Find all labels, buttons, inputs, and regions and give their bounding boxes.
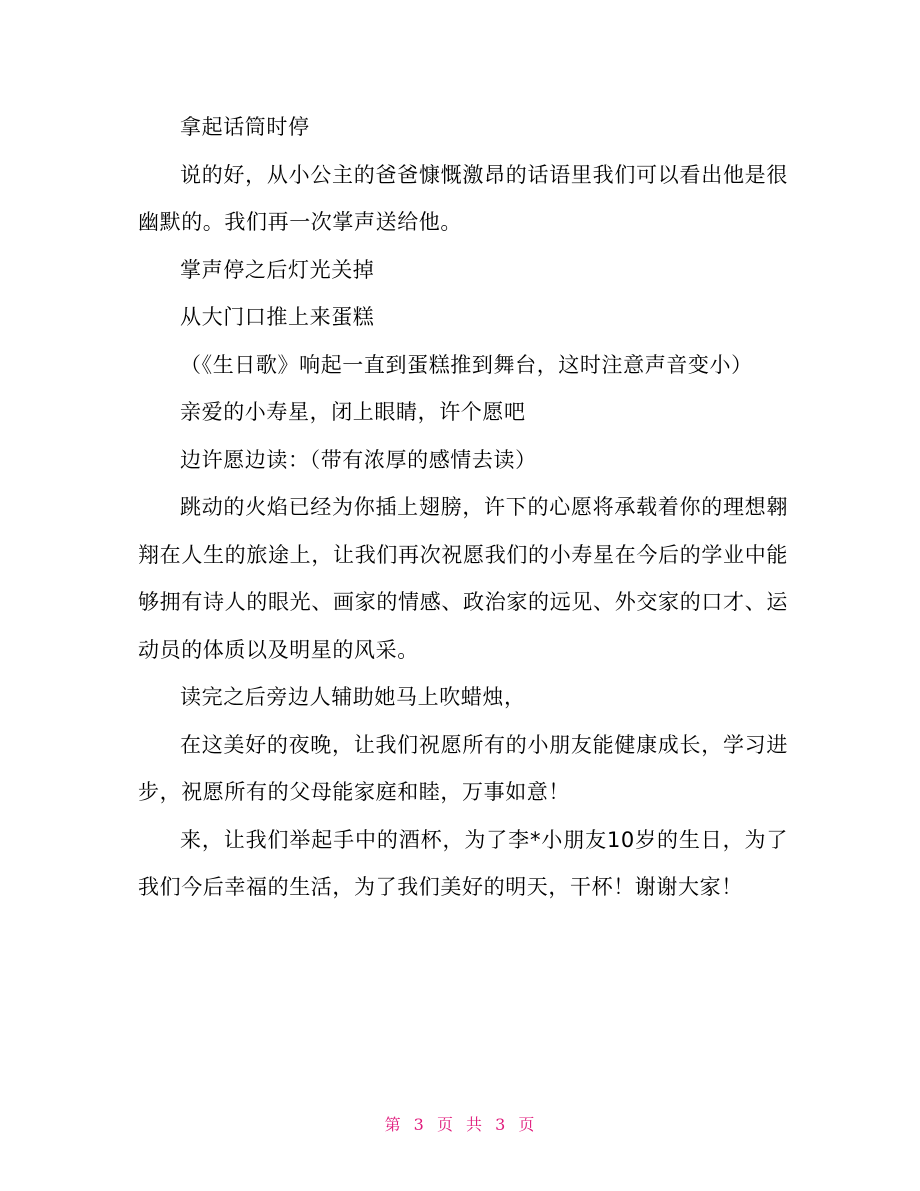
paragraph: （《生日歌》响起一直到蛋糕推到舞台，这时注意声音变小）	[180, 352, 753, 377]
paragraph: 拿起话筒时停	[180, 115, 310, 139]
paragraph: 边许愿边读：（带有浓厚的感情去读）	[180, 447, 537, 472]
paragraph: 来，让我们举起手中的酒杯，为了李*小朋友10岁的生日，为了我们今后幸福的生活，为了我们美好的明天，干杯！谢谢大家！	[138, 827, 788, 899]
paragraph: 说的好，从小公主的爸爸慷慨激昂的话语里我们可以看出他是很幽默的。我们再一次掌声送给他。	[138, 162, 788, 234]
paragraph: 从大门口推上来蛋糕	[180, 305, 375, 329]
paragraph: 亲爱的小寿星，闭上眼睛，许个愿吧	[180, 400, 526, 424]
paragraph: 掌声停之后灯光关掉	[180, 257, 375, 282]
document-body	[138, 104, 788, 912]
paragraph: 在这美好的夜晚，让我们祝愿所有的小朋友能健康成长，学习进步，祝愿所有的父母能家庭和睦，万事如意！	[138, 732, 788, 804]
page-number-footer: 第 3 页 共 3 页	[384, 1115, 536, 1134]
paragraph: 读完之后旁边人辅助她马上吹蜡烛，	[180, 685, 526, 709]
paragraph: 跳动的火焰已经为你插上翅膀，许下的心愿将承载着你的理想翱翔在人生的旅途上，让我们再次祝愿我们的小寿星在今后的学业中能够拥有诗人的眼光、画家的情感、政治家的远见、外交家的口才、运动员的体质以及明星的风采。	[138, 495, 788, 662]
